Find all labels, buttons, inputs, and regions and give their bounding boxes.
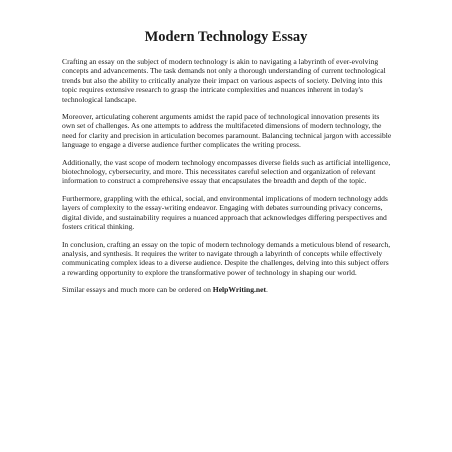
- document-title: Modern Technology Essay: [144, 29, 308, 45]
- paragraph-implications: Furthermore, grappling with the ethical, social, and environmental implications of modern technology adds layers of complexity to the essay-writing endeavor. Engaging with debates surrounding privacy concerns, digital divide, and sustainability requires a nuanced approach that acknowledges differing perspectives and fosters critical thinking.: [62, 193, 388, 232]
- footer-line: [62, 285, 392, 294]
- paragraph-scope: Additionally, the vast scope of modern technology encompasses diverse fields such as artificial intelligence, biotechnology, cybersecurity, and more. This necessitates careful selection and organization of relevant information to construct a comprehensive essay that encapsulates the breadth and depth of the topic.: [62, 157, 391, 186]
- document-body: [62, 57, 392, 303]
- footer-text: Similar essays and much more can be ordered on: [62, 285, 213, 295]
- paragraph-intro: Crafting an essay on the subject of modern technology is akin to navigating a labyrinth of ever-evolving concepts and advancements. The task demands not only a thorough understanding of current technological trends but also the ability to critically analyze their impact on various aspects of society. Delving into this topic requires extensive research to grasp the intricate complexities and nuances inherent in today's technological landscape.: [62, 57, 386, 104]
- paragraph-conclusion: In conclusion, crafting an essay on the topic of modern technology demands a meticulous blend of research, analysis, and synthesis. It requires the writer to navigate through a labyrinth of concepts while effectively communicating complex ideas to a diverse audience. Despite the challenges, delving into this subject offers a rewarding opportunity to explore the transformative power of technology in shaping our world.: [62, 239, 391, 277]
- paragraph-arguments: Moreover, articulating coherent arguments amidst the rapid pace of technological innovation presents its own set of challenges. As one attempts to address the multifaceted dimensions of modern technology, the need for clarity and precision in articulation becomes paramount. Balancing technical jargon with accessible language to engage a diverse audience further complicates the writing process.: [62, 112, 392, 150]
- helpwriting-link[interactable]: HelpWriting.net: [212, 285, 267, 295]
- footer-period: .: [266, 285, 268, 295]
